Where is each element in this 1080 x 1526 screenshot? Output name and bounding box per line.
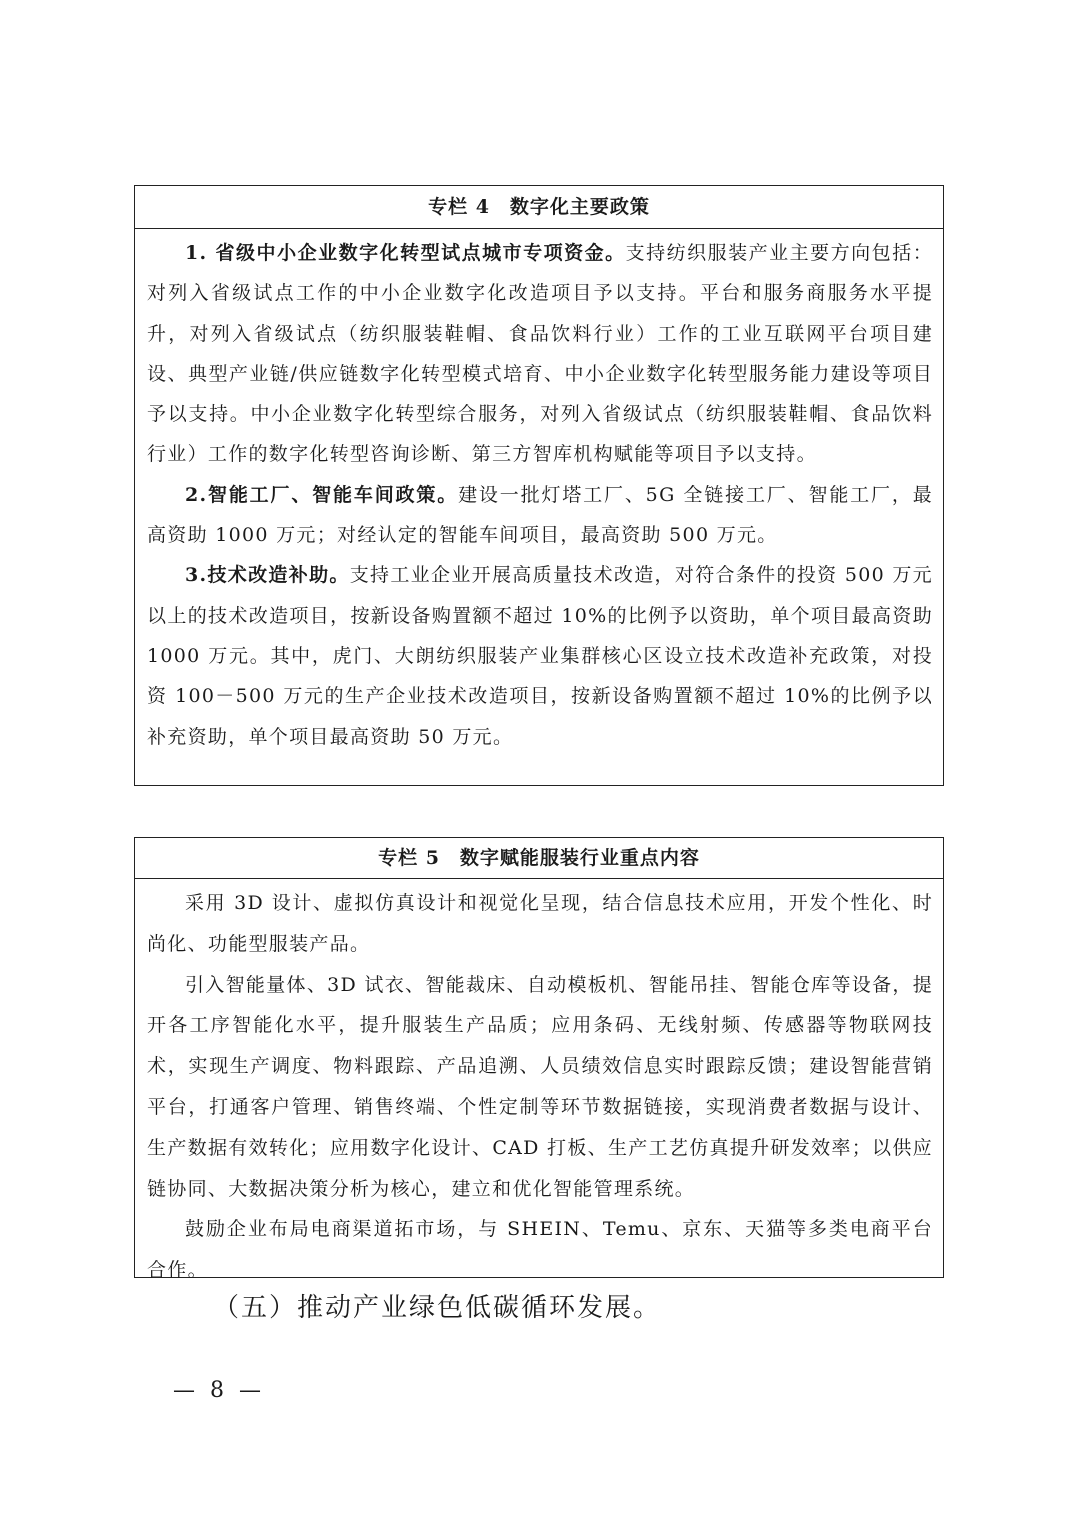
column-5-title: 专栏 5 数字赋能服装行业重点内容 (135, 838, 943, 879)
policy-item-3-text: 支持工业企业开展高质量技术改造，对符合条件的投资 500 万元以上的技术改造项目，按新设备购置额不超过 10%的比例予以资助，单个项目最高资助 1000 万元。其中，虎门、大朗纺织服装产业集群核心区设立技术改造补充政策，对投资 100－500 万元的生产企业技术改造项目，按新设备购置额不超过 10%的比例予以补充资助，单个项目最高资助 50 万元。 (147, 564, 933, 748)
column-4-body (135, 229, 943, 757)
column-4-title: 专栏 4 数字化主要政策 (135, 186, 943, 229)
column-5-paragraph-1: 采用 3D 设计、虚拟仿真设计和视觉化呈现，结合信息技术应用，开发个性化、时尚化、功能型服装产品。 (147, 892, 933, 955)
policy-item-1-text: 支持纺织服装产业主要方向包括：对列入省级试点工作的中小企业数字化改造项目予以支持。平台和服务商服务水平提升，对列入省级试点（纺织服装鞋帽、食品饮料行业）工作的工业互联网平台项目建设、典型产业链/供应链数字化转型模式培育、中小企业数字化转型服务能力建设等项目予以支持。中小企业数字化转型综合服务，对列入省级试点（纺织服装鞋帽、食品饮料行业）工作的数字化转型咨询诊断、第三方智库机构赋能等项目予以支持。 (147, 242, 933, 466)
column-5-body (135, 879, 943, 1291)
content-column-5 (134, 837, 944, 1282)
policy-item-2 (147, 475, 933, 556)
policy-column-4 (134, 185, 944, 786)
policy-item-2-text: 建设一批灯塔工厂、5G 全链接工厂、智能工厂，最高资助 1000 万元；对经认定的智能车间项目，最高资助 500 万元。 (147, 483, 933, 547)
policy-item-2-lead: 2.智能工厂、智能车间政策。 (185, 483, 459, 506)
policy-item-3 (147, 555, 933, 756)
page-number: — 8 — (173, 1378, 265, 1403)
column-5-paragraph-2: 引入智能量体、3D 试衣、智能裁床、自动模板机、智能吊挂、智能仓库等设备，提开各工序智能化水平，提升服装生产品质；应用条码、无线射频、传感器等物联网技术，实现生产调度、物料跟踪、产品追溯、人员绩效信息实时跟踪反馈；建设智能营销平台，打通客户管理、销售终端、个性定制等环节数据链接，实现消费者数据与设计、生产数据有效转化；应用数字化设计、CAD 打板、生产工艺仿真提升研发效率；以供应链协同、大数据决策分析为核心，建立和优化智能管理系统。 (147, 973, 933, 1200)
policy-item-1 (147, 233, 933, 475)
column-5-paragraph-3: 鼓励企业布局电商渠道拓市场，与 SHEIN、Temu、京东、天猫等多类电商平台合作。 (147, 1218, 933, 1282)
policy-item-3-lead: 3.技术改造补助。 (185, 564, 350, 587)
section-heading: （五）推动产业绿色低碳循环发展。 (213, 1293, 662, 1323)
policy-item-1-lead: 1. 省级中小企业数字化转型试点城市专项资金。 (185, 242, 626, 264)
